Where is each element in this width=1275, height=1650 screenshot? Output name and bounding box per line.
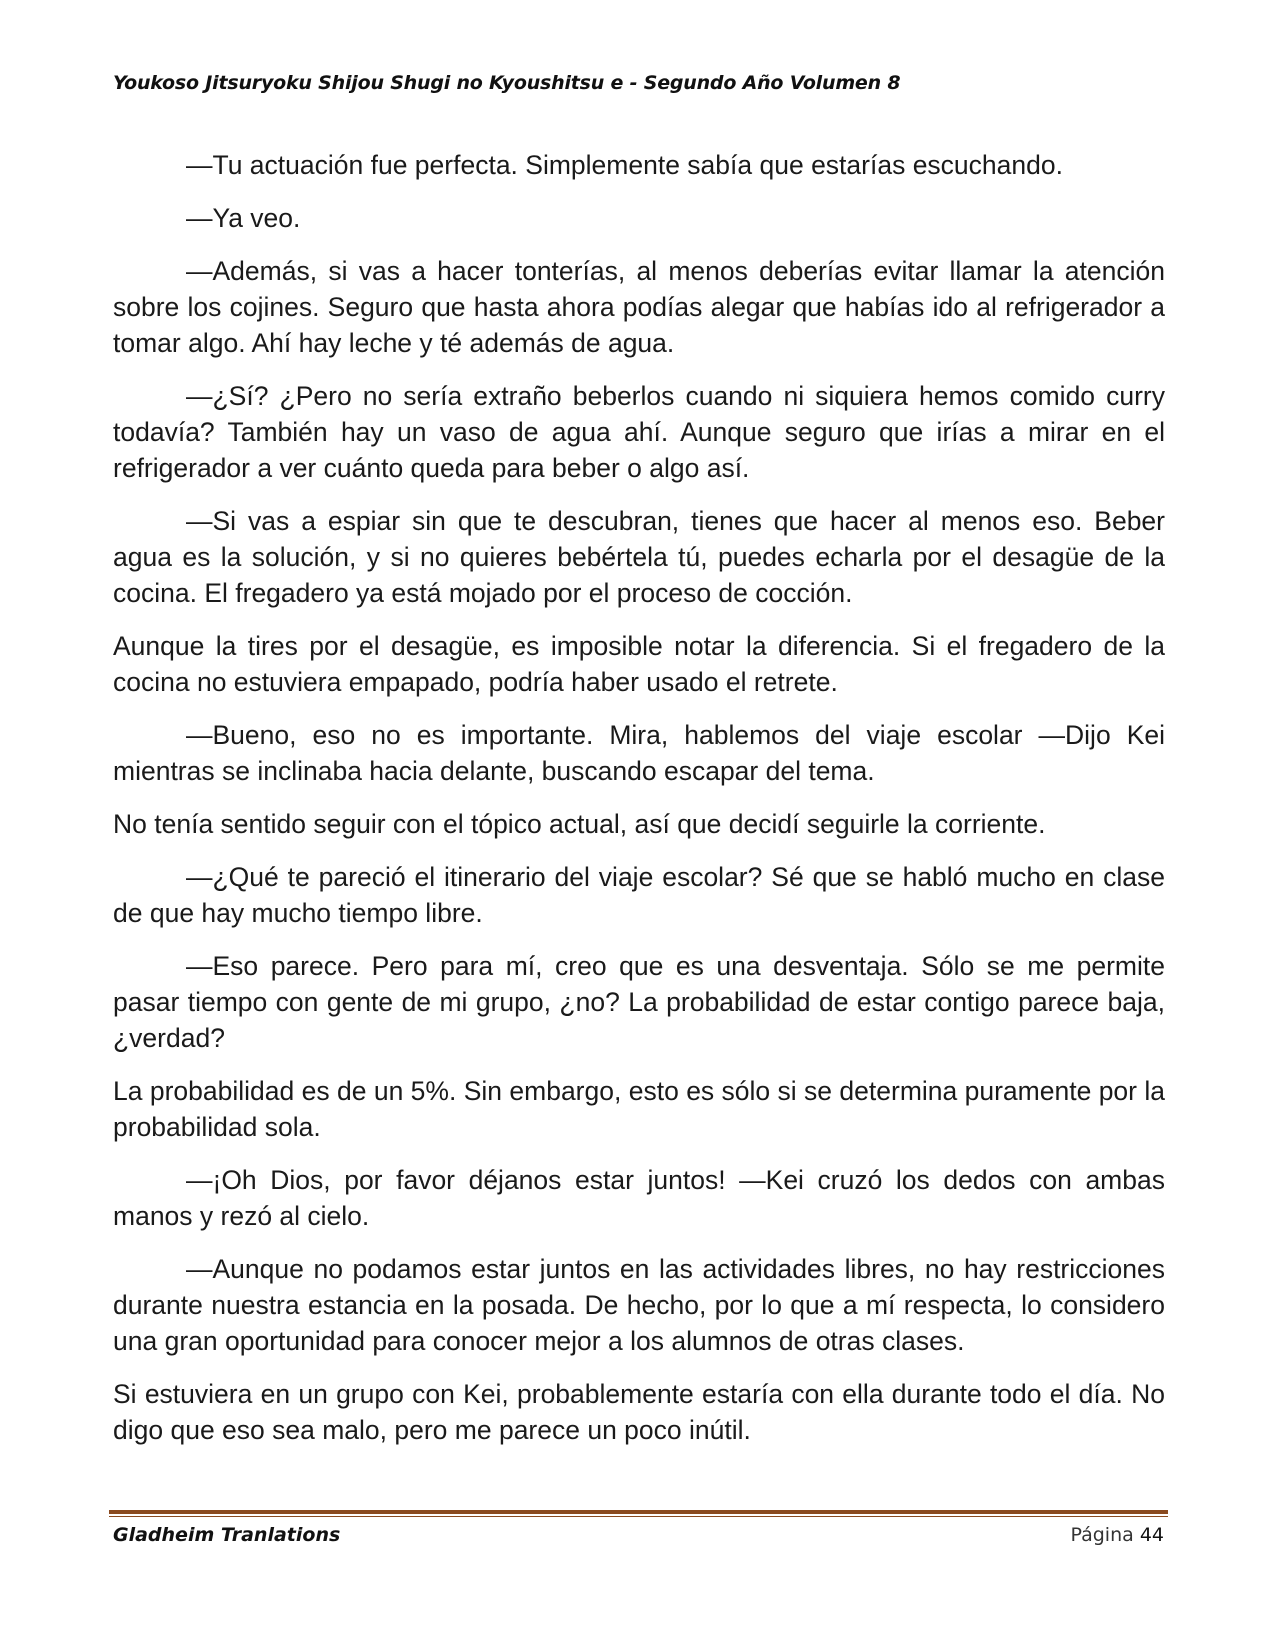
- paragraph: —Además, si vas a hacer tonterías, al menos deberías evitar llamar la atención sobre los cojines. Seguro que hasta ahora podías alegar que habías ido al refrigerador a tomar algo. Ahí hay leche y té además de agua.: [113, 256, 1165, 358]
- paragraph: —Aunque no podamos estar juntos en las actividades libres, no hay restricciones durante nuestra estancia en la posada. De hecho, por lo que a mí respecta, lo considero una gran oportunidad para conocer mejor a los alumnos de otras clases.: [113, 1254, 1165, 1356]
- paragraph: La probabilidad es de un 5%. Sin embargo, esto es sólo si se determina puramente por la probabilidad sola.: [113, 1076, 1165, 1142]
- page-label: Página: [1070, 1524, 1134, 1546]
- paragraph: Si estuviera en un grupo con Kei, probablemente estaría con ella durante todo el día. No digo que eso sea malo, pero me parece un poco inútil.: [113, 1379, 1165, 1445]
- footer-publisher: Gladheim Tranlations: [113, 1524, 341, 1546]
- paragraph: —¿Sí? ¿Pero no sería extraño beberlos cuando ni siquiera hemos comido curry todavía? También hay un vaso de agua ahí. Aunque seguro que irías a mirar en el refrigerador a ver cuánto queda para beber o algo así.: [113, 381, 1165, 483]
- page-number: 44: [1139, 1524, 1164, 1546]
- paragraph: —Eso parece. Pero para mí, creo que es una desventaja. Sólo se me permite pasar tiempo con gente de mi grupo, ¿no? La probabilidad de estar contigo parece baja, ¿verdad?: [113, 951, 1165, 1053]
- paragraph: —Si vas a espiar sin que te descubran, tienes que hacer al menos eso. Beber agua es la solución, y si no quieres bebértela tú, puedes echarla por el desagüe de la cocina. El fregadero ya está mojado por el proceso de cocción.: [113, 506, 1165, 608]
- paragraph: Aunque la tires por el desagüe, es imposible notar la diferencia. Si el fregadero de la cocina no estuviera empapado, podría haber usado el retrete.: [113, 631, 1165, 697]
- paragraph: —¿Qué te pareció el itinerario del viaje escolar? Sé que se habló mucho en clase de que hay mucho tiempo libre.: [113, 862, 1165, 928]
- paragraph: —Ya veo.: [186, 203, 301, 233]
- footer-page-indicator: [1070, 1524, 1164, 1546]
- footer-divider-thin: [109, 1516, 1168, 1517]
- body-text: [113, 147, 1165, 1465]
- footer-divider-thick: [109, 1510, 1168, 1514]
- paragraph: No tenía sentido seguir con el tópico actual, así que decidí seguirle la corriente.: [113, 809, 1046, 839]
- paragraph: —Bueno, eso no es importante. Mira, hablemos del viaje escolar —Dijo Kei mientras se inclinaba hacia delante, buscando escapar del tema.: [113, 720, 1165, 786]
- paragraph: —¡Oh Dios, por favor déjanos estar juntos! —Kei cruzó los dedos con ambas manos y rezó al cielo.: [113, 1165, 1165, 1231]
- footer-divider: [109, 1510, 1168, 1517]
- paragraph: —Tu actuación fue perfecta. Simplemente sabía que estarías escuchando.: [186, 150, 1063, 180]
- page-header-title: Youkoso Jitsuryoku Shijou Shugi no Kyoushitsu e - Segundo Año Volumen 8: [113, 72, 901, 94]
